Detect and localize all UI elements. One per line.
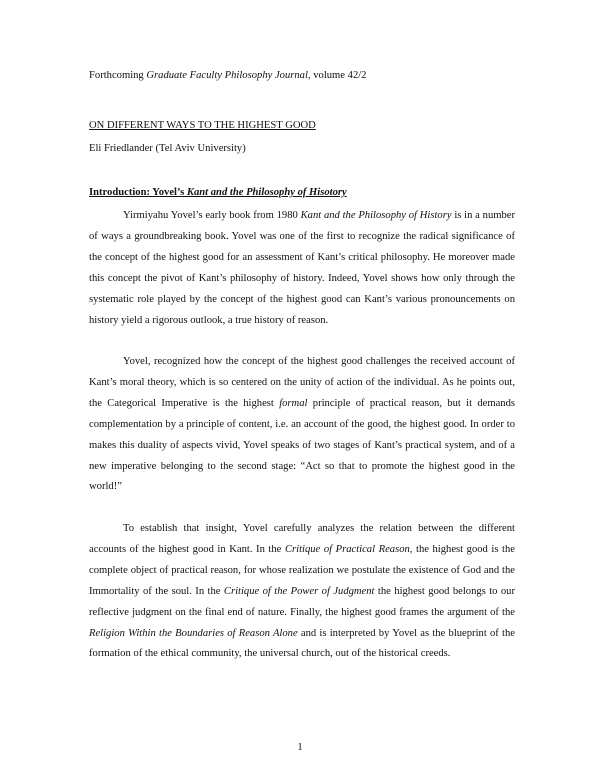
paper-title: ON DIFFERENT WAYS TO THE HIGHEST GOOD [89, 120, 316, 131]
page-number: 1 [297, 742, 303, 753]
paragraph-2: Yovel, recognized how the concept of the highest good challenges the received account of Kant’s moral theory, which is so centered on the unity of action of the individual. As he points out, the Categorical Imperative is the highest formal principle of practical reason, but it demands complementation by a principle of content, i.e. an account of the good, the highest good. In order to makes this duality of aspects vivid, Yovel speaks of two stages of Kant’s practical system, and of a new imperative belonging to the second stage: “Act so that to promote the highest good in the world!” [89, 356, 516, 493]
paragraph-3: To establish that insight, Yovel carefully analyzes the relation between the different accounts of the highest good in Kant. In the Critique of Practical Reason, the highest good is the complete object of practical reason, for whose realization we postulate the existence of God and the Immortality of the soul. In the Critique of the Power of Judgment the highest good belongs to our reflective judgment on the final end of nature. Finally, the highest good frames the argument of the Religion Within the Boundaries of Reason Alone and is interpreted by Yovel as the blueprint of the formation of the ethical community, the universal church, out of the historical creeds. [89, 523, 515, 660]
section-heading: Introduction: Yovel’s Kant and the Philosophy of Hisotory [89, 187, 347, 198]
author-line: Eli Friedlander (Tel Aviv University) [89, 143, 246, 154]
journal-name: Graduate Faculty Philosophy Journal [146, 70, 308, 81]
paragraph-1: Yirmiyahu Yovel’s early book from 1980 Kant and the Philosophy of History is in a number of ways a groundbreaking book. Yovel was one of the first to recognize the radical significance of the concept of the highest good for an assessment of Kant’s critical philosophy. He moreover made this concept the pivot of Kant’s philosophy of history. Indeed, Yovel shows how only through the systematic role played by the concept of the highest good can Kant’s various pronouncements on history yield a rigorous outlook, a true history of reason. [89, 210, 516, 326]
journal-header: Forthcoming Graduate Faculty Philosophy Journal, volume 42/2 [89, 70, 367, 81]
